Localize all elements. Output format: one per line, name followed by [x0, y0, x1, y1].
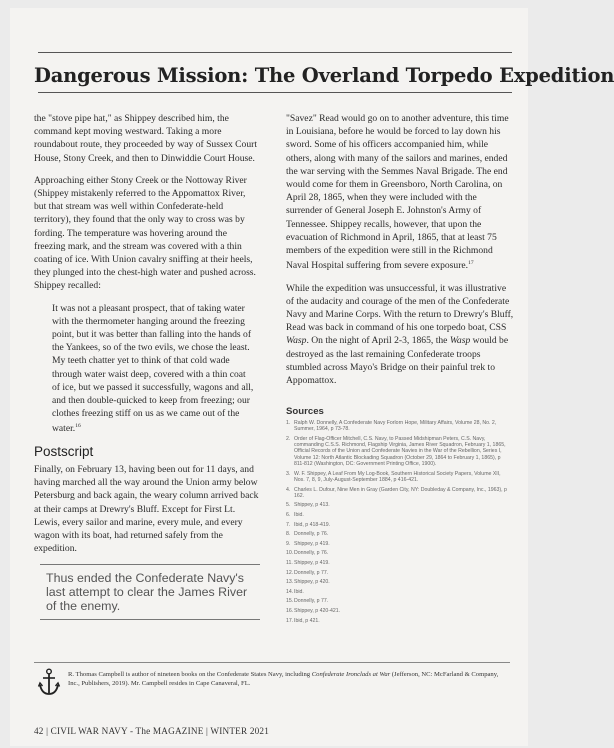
source-text: Ibid.	[294, 588, 304, 595]
source-text: Donnelly, p 76.	[294, 550, 329, 557]
source-item	[286, 579, 510, 585]
anchor-icon	[38, 668, 60, 696]
source-number: 2.	[286, 435, 291, 442]
source-item	[286, 531, 510, 537]
source-item	[286, 512, 510, 518]
source-item	[286, 487, 510, 500]
footer-separator: |	[206, 726, 209, 736]
source-item	[286, 522, 510, 528]
source-number: 3.	[286, 470, 291, 477]
source-item	[286, 550, 510, 556]
block-quote	[52, 302, 260, 436]
sources-heading: Sources	[286, 406, 324, 417]
issue-date: WINTER 2021	[210, 726, 269, 736]
magazine-page	[10, 8, 614, 746]
source-text: Shippey, p 413.	[294, 502, 330, 509]
body-text: would be destroyed as the last remaining Confederate troops stumbled across Mayo's Bridge on their painful trek to Appomattox.	[286, 335, 509, 387]
body-text: While the expedition was unsuccessful, it was illustrative of the audacity and courage of the men of the Confederate Navy and Marine Corps. With the return to Drewry's Bluff, Read was back in command of his one torpedo boat, CSS	[286, 282, 514, 334]
footnote-ref: 17	[468, 260, 474, 267]
source-text: Ibid, p 418-419.	[294, 521, 331, 528]
source-number: 4.	[286, 486, 291, 493]
source-text: Shippey, p 420-421.	[294, 607, 341, 614]
source-text: Shippey, p 419.	[294, 560, 330, 567]
source-number: 15.	[286, 598, 294, 605]
source-item	[286, 618, 510, 624]
source-text: Donnelly, p 76.	[294, 531, 329, 538]
source-item	[286, 560, 510, 566]
postscript-heading: Postscript	[34, 443, 94, 459]
source-number: 9.	[286, 540, 291, 547]
page-number: 42	[34, 726, 44, 736]
source-item	[286, 502, 510, 508]
source-number: 13.	[286, 579, 294, 586]
source-item	[286, 589, 510, 595]
body-paragraph: the "stove pipe hat," as Shippey described him, the command kept moving westward. Taking a more roundabout route, they proceeded by way of Sussex Court House, Stony Creek, and then to Dinwiddie Court House.	[34, 113, 258, 164]
body-paragraph	[286, 282, 514, 388]
source-number: 5.	[286, 502, 291, 509]
author-bio	[68, 670, 508, 689]
left-column	[34, 112, 260, 564]
footnote-ref: 16	[75, 423, 81, 430]
body-paragraph	[286, 112, 514, 273]
source-text: Order of Flag-Officer Mitchell, C.S. Navy, to Passed Midshipman Peters, C.S. Navy, commanding C.S.S. Richmond, Flagship Virginia, James River Squadron, February 1, 1865, Official Records of the Union and Confederate Navies in the War of the Rebellion, Series I, Volume 12: North Atlantic Blockading Squadron (October 29, 1864 to February 1, 1865), p 811-812 (Washington, DC: Government Printing Office, 1900).	[294, 435, 506, 468]
ship-name: Wasp	[449, 335, 471, 347]
source-number: 11.	[286, 560, 293, 567]
article-title: Dangerous Mission: The Overland Torpedo Expedition	[34, 64, 614, 87]
source-item	[286, 471, 510, 484]
body-text: "Savez" Read would go on to another adventure, this time in Louisiana, before he would be forced to lay down his sword. Some of his officers accompanied him, while others, along with many of the sailors and marines, ended the war serving with the Semmes Naval Brigade. The end would come for them in Greensboro, North Carolina, on April 28, 1865, when they were included with the surrender of General Joseph E. Johnston's Army of Tennessee. Shippey recalls, however, that upon the evacuation of Richmond in April, 1865, that at least 75 members of the expedition were still in the Richmond Naval Hospital suffering from severe exposure.	[286, 113, 509, 272]
title-top-rule	[38, 52, 512, 53]
body-paragraph: Approaching either Stony Creek or the Nottoway River (Shippey mistakenly referred to the Appomattox River, but that stream was well within Confederate-held territory), they found that the only way to cross was by fording. The temperature was hovering around the freezing mark, and the stream was covered with a thin coating of ice. With Union cavalry sniffing at their heels, they plunged into the chest-high water and pushed across. Shippey recalled:	[34, 174, 256, 292]
block-quote-text: It was not a pleasant prospect, that of taking water with the thermometer hanging around the freezing point, but it was better than falling into the hands of the Yankees, so of the two evils, we chose the least. My teeth chatter yet to think of that cold wade through water waist deep, covered with a thin coat of ice, but we passed it successfully, wagons and all, and then double-quicked to keep from freezing; our clothes freezing stiff on us as we came out of the water.	[52, 302, 254, 435]
magazine-name: CIVIL WAR NAVY - The MAGAZINE	[50, 726, 204, 736]
source-item	[286, 436, 510, 467]
source-number: 10.	[286, 550, 294, 557]
source-item	[286, 570, 510, 576]
source-text: Ralph W. Donnelly, A Confederate Navy Forlorn Hope, Military Affairs, Volume 28, No. 2, Summer, 1964, p 73-78.	[294, 420, 497, 433]
footer-separator: |	[46, 726, 49, 736]
source-number: 7.	[286, 521, 291, 528]
source-text: Donnelly, p 77.	[294, 598, 329, 605]
source-text: Shippey, p 420.	[294, 579, 330, 586]
book-title: Confederate Ironclads at War	[311, 671, 391, 678]
source-number: 12.	[286, 569, 294, 576]
source-text: Ibid.	[294, 512, 304, 519]
title-bottom-rule	[38, 92, 512, 93]
source-item	[286, 608, 510, 614]
source-number: 8.	[286, 531, 291, 538]
source-number: 6.	[286, 512, 291, 519]
source-text: Shippey, p 419.	[294, 540, 330, 547]
ship-name: Wasp	[286, 335, 307, 347]
sources-list	[286, 420, 510, 627]
source-text: Ibid, p 421.	[294, 617, 320, 624]
source-item	[286, 420, 510, 433]
source-text: Donnelly, p 77.	[294, 569, 329, 576]
pull-quote: Thus ended the Confederate Navy's last attempt to clear the James River of the enemy.	[40, 564, 260, 620]
bio-divider	[34, 662, 510, 663]
body-paragraph: Finally, on February 13, having been out for 11 days, and having marched all the way around the Union army below Petersburg and back again, the weary column arrived back at their camps at Drewry's Bluff. Except for First Lt. Lewis, every sailor and marine, every mule, and every wagon with its boat, had returned safely from the expedition.	[34, 464, 259, 555]
page-footer	[34, 726, 514, 736]
source-number: 16.	[286, 607, 294, 614]
source-item	[286, 541, 510, 547]
right-column	[286, 112, 514, 396]
source-item	[286, 598, 510, 604]
source-text: Charles L. Dufour, Nine Men in Gray (Garden City, NY: Doubleday & Company, Inc., 1963), p 162.	[294, 486, 507, 499]
source-text: W. F. Shippey, A Leaf From My Log-Book, Southern Historical Society Papers, Volume XII, Nos. 7, 8, 9, July-August-September 1884, p 416-421.	[294, 470, 501, 483]
source-number: 1.	[286, 420, 291, 426]
body-text: . On the night of April 2-3, 1865, the	[306, 335, 450, 347]
bio-text: R. Thomas Campbell is author of nineteen books on the Confederate States Navy, including	[68, 671, 312, 678]
source-number: 14.	[286, 588, 294, 595]
bio-text: (Jefferson, NC: McFarland & Company, Inc., Publishers, 2019). Mr. Campbell resides in Cape Canaveral, FL.	[68, 671, 499, 688]
source-number: 17.	[286, 617, 294, 624]
